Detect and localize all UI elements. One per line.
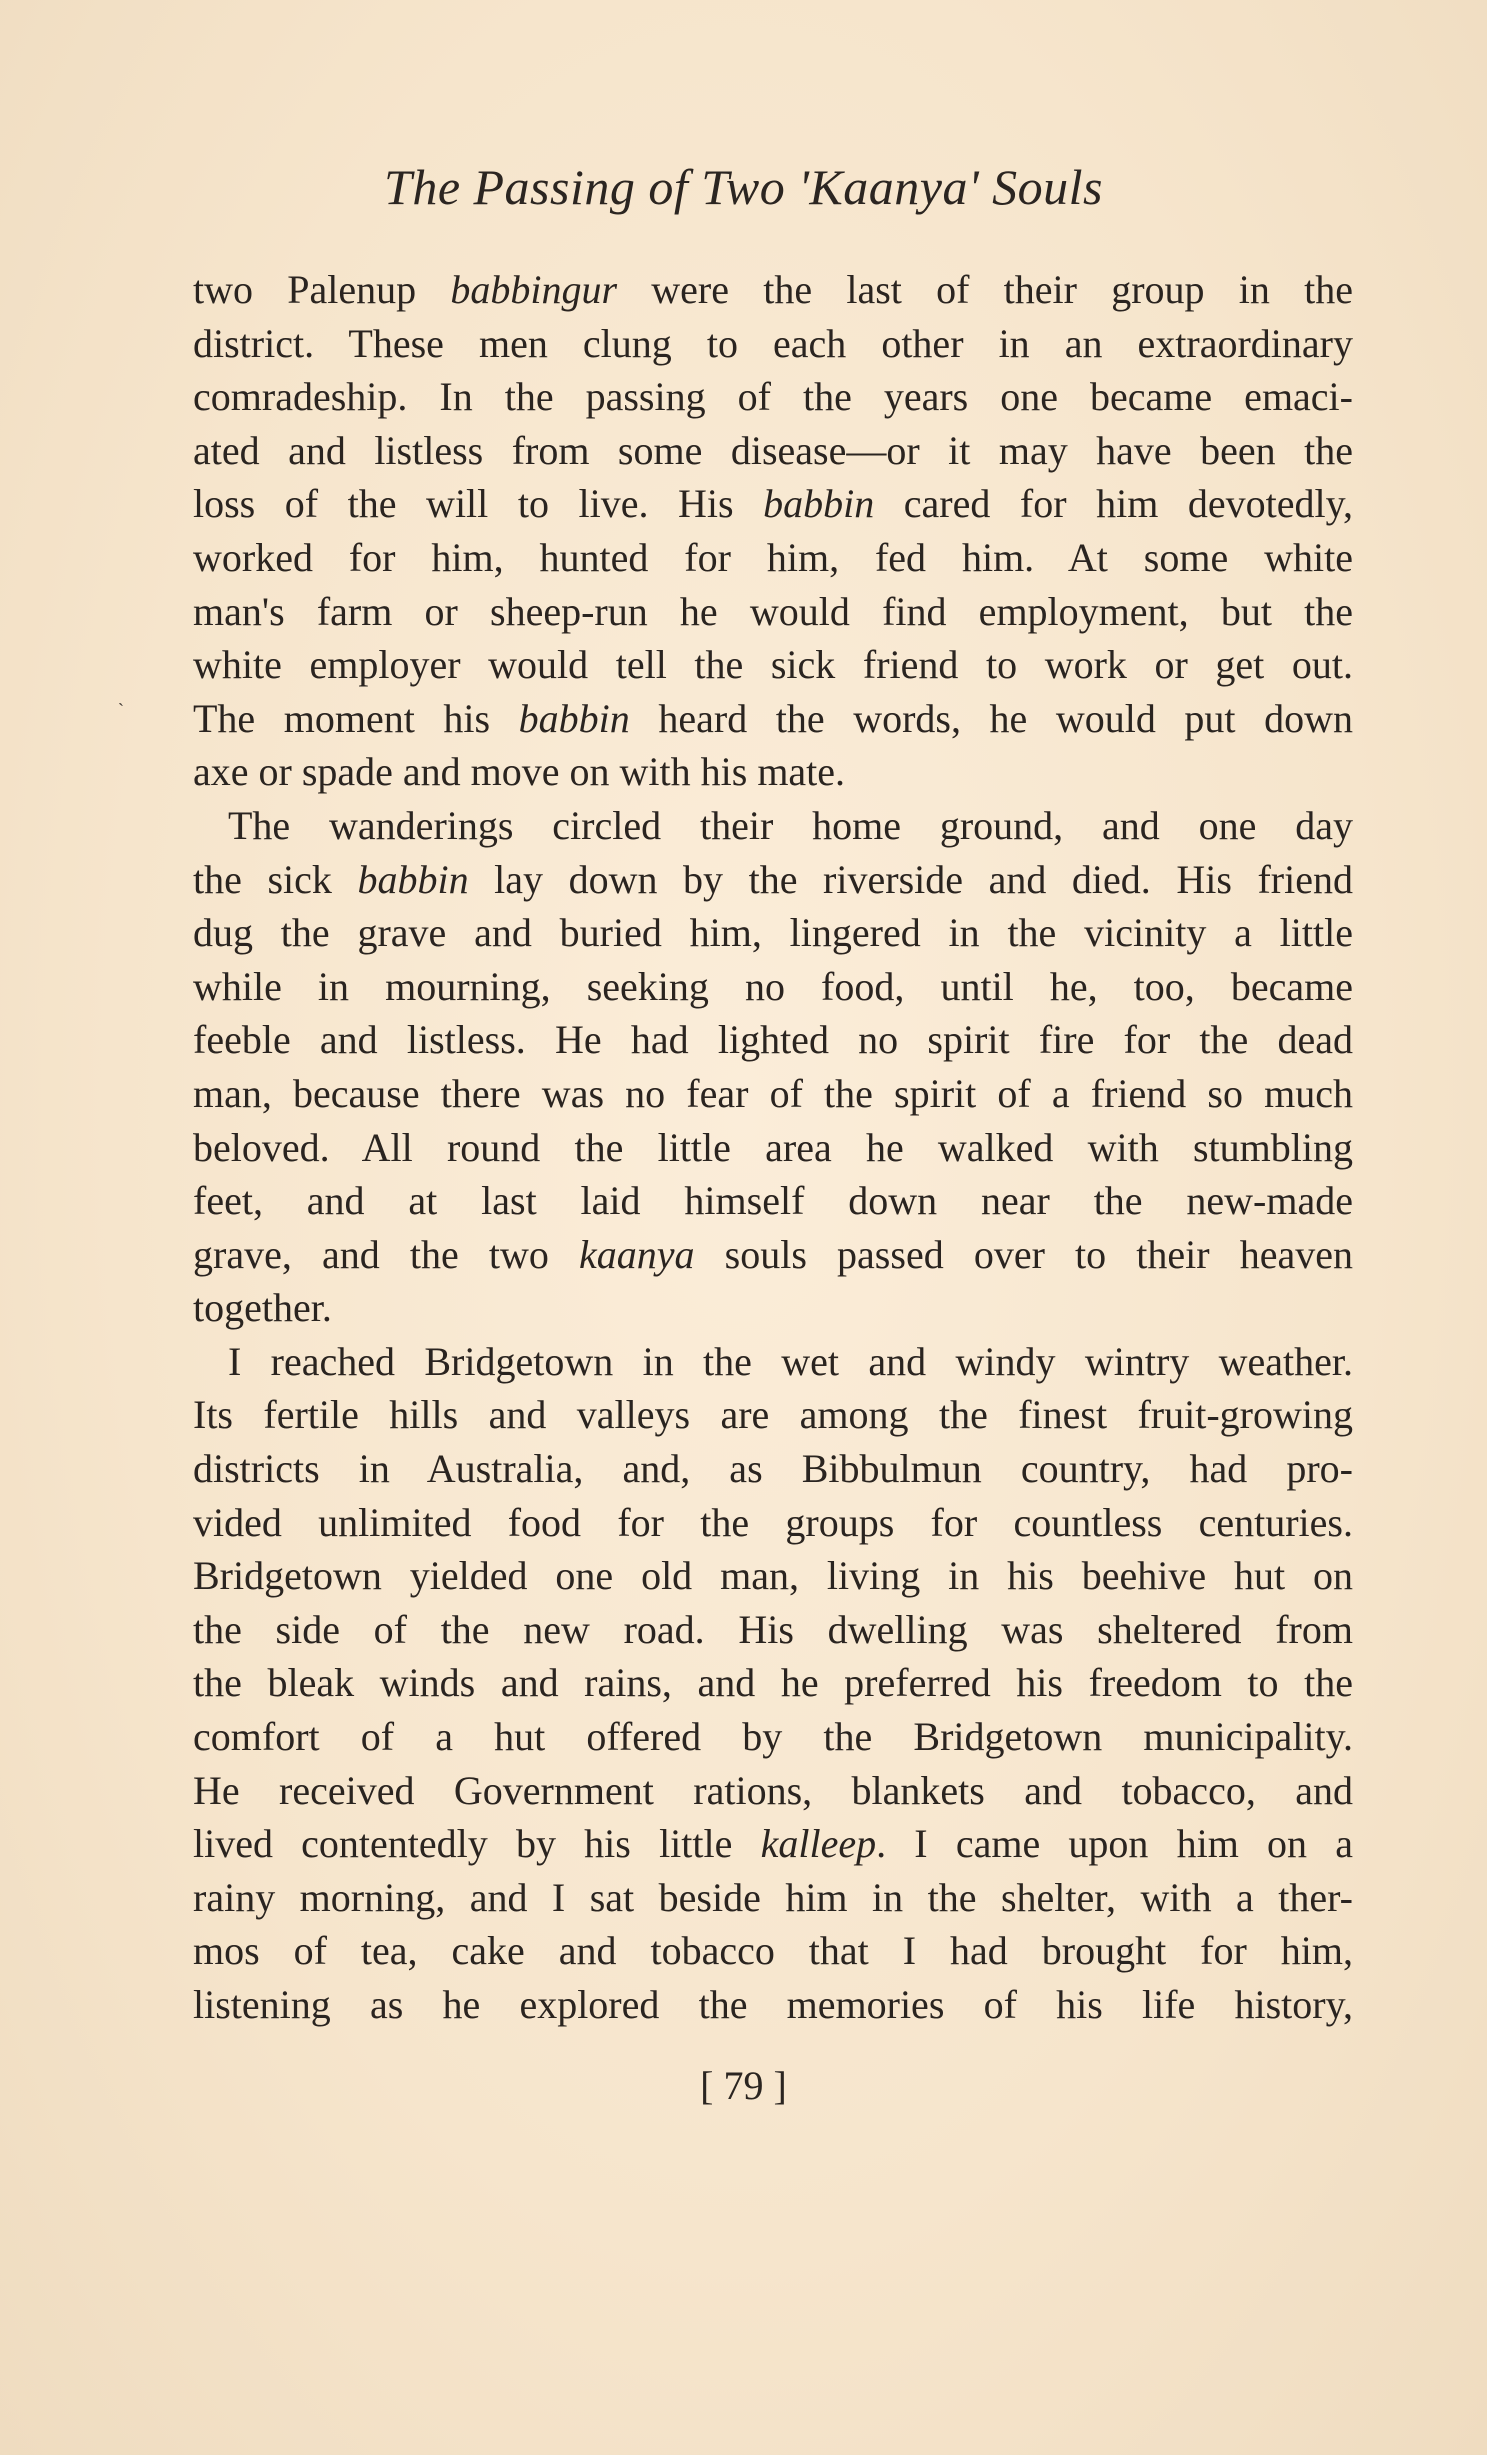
text-line <box>193 1764 1353 1818</box>
text-line <box>193 1335 1353 1389</box>
text-segment: Bridgetown yielded one old man, living in his beehive hut on <box>193 1553 1353 1599</box>
text-segment: the sick <box>193 856 358 902</box>
text-segment: rainy morning, and I sat beside him in the shelter, with a ther- <box>193 1874 1353 1920</box>
text-segment: vided unlimited food for the groups for countless centuries. <box>193 1499 1353 1545</box>
text-line <box>193 1442 1353 1496</box>
text-segment: lived contentedly by his little <box>193 1821 761 1867</box>
text-segment: man, because there was no fear of the spirit of a friend so much <box>193 1070 1353 1116</box>
text-segment: district. These men clung to each other in an extraordinary <box>193 320 1353 366</box>
text-line <box>193 1067 1353 1121</box>
text-line <box>193 1388 1353 1442</box>
text-segment: I reached Bridgetown in the wet and windy wintry weather. <box>228 1338 1353 1384</box>
text-segment: souls passed over to their heaven <box>694 1231 1353 1277</box>
text-line <box>193 1978 1353 2032</box>
italic-term: kalleep <box>760 1821 877 1867</box>
text-line <box>193 1710 1353 1764</box>
text-segment: cared for him devotedly, <box>874 481 1353 527</box>
text-segment: The wanderings circled their home ground, and one day <box>228 802 1353 848</box>
text-segment: ated and listless from some disease—or it may have been the <box>193 427 1353 473</box>
text-segment: the bleak winds and rains, and he preferred his freedom to the <box>193 1660 1353 1706</box>
text-segment: districts in Australia, and, as Bibbulmun country, had pro- <box>193 1446 1353 1492</box>
text-segment: He received Government rations, blankets and tobacco, and <box>193 1767 1353 1813</box>
text-segment: two Palenup <box>193 267 451 312</box>
text-line <box>193 585 1353 639</box>
text-segment: the side of the new road. His dwelling was sheltered from <box>193 1606 1353 1652</box>
text-line <box>193 1817 1353 1871</box>
italic-term: babbin <box>357 856 469 902</box>
text-segment: mos of tea, cake and tobacco that I had brought for him, <box>193 1928 1353 1974</box>
page-number: [ 79 ] <box>700 2063 787 2108</box>
text-segment: grave, and the two <box>193 1231 580 1277</box>
text-segment: man's farm or sheep-run he would find employment, but the <box>193 588 1353 634</box>
text-segment: heard the words, he would put down <box>629 695 1353 741</box>
text-segment: white employer would tell the sick friend to work or get out. <box>193 642 1353 688</box>
text-segment: comfort of a hut offered by the Bridgetown municipality. <box>193 1714 1353 1760</box>
text-line <box>193 1174 1353 1228</box>
text-line <box>193 1871 1353 1925</box>
italic-term: babbingur <box>450 267 618 312</box>
text-line <box>193 317 1353 371</box>
text-segment: The moment his <box>193 695 519 741</box>
text-line <box>193 1603 1353 1657</box>
italic-term: kaanya <box>579 1231 695 1277</box>
text-line <box>193 424 1353 478</box>
text-line <box>193 370 1353 424</box>
body-text <box>193 263 1353 2032</box>
text-line <box>193 638 1353 692</box>
text-line <box>193 853 1353 907</box>
text-line <box>193 1121 1353 1175</box>
running-title: The Passing of Two 'Kaanya' Souls <box>384 159 1103 215</box>
text-segment: feet, and at last laid himself down near the new-made <box>193 1178 1353 1224</box>
stray-ink-mark: ˎ <box>118 686 124 706</box>
text-line <box>193 1228 1353 1282</box>
text-line <box>193 692 1353 746</box>
text-line <box>193 531 1353 585</box>
text-line <box>193 1549 1353 1603</box>
text-segment: . I came upon him on a <box>876 1821 1353 1867</box>
text-segment: loss of the will to live. His <box>193 481 764 527</box>
text-line <box>193 906 1353 960</box>
text-line <box>193 799 1353 853</box>
text-line <box>193 745 1353 799</box>
text-segment: worked for him, hunted for him, fed him. At some white <box>193 534 1353 580</box>
text-segment: together. <box>193 1285 332 1331</box>
italic-term: babbin <box>518 695 630 741</box>
text-segment: lay down by the riverside and died. His friend <box>468 856 1353 902</box>
text-line <box>193 477 1353 531</box>
text-line <box>193 1924 1353 1978</box>
text-segment: dug the grave and buried him, lingered in the vicinity a little <box>193 910 1353 956</box>
text-segment: while in mourning, seeking no food, until he, too, became <box>193 963 1353 1009</box>
text-segment: beloved. All round the little area he walked with stumbling <box>193 1124 1353 1170</box>
text-line <box>193 1496 1353 1550</box>
text-line <box>193 263 1353 317</box>
text-line <box>193 1656 1353 1710</box>
text-segment: Its fertile hills and valleys are among the finest fruit-growing <box>193 1392 1353 1438</box>
text-segment: listening as he explored the memories of his life history, <box>193 1982 1353 2027</box>
text-line <box>193 1281 1353 1335</box>
text-segment: axe or spade and move on with his mate. <box>193 749 846 795</box>
text-segment: feeble and listless. He had lighted no spirit fire for the dead <box>193 1017 1353 1063</box>
italic-term: babbin <box>763 481 875 527</box>
text-line <box>193 960 1353 1014</box>
text-segment: comradeship. In the passing of the years one became emaci- <box>193 374 1353 420</box>
text-line <box>193 1013 1353 1067</box>
text-segment: were the last of their group in the <box>617 267 1353 312</box>
